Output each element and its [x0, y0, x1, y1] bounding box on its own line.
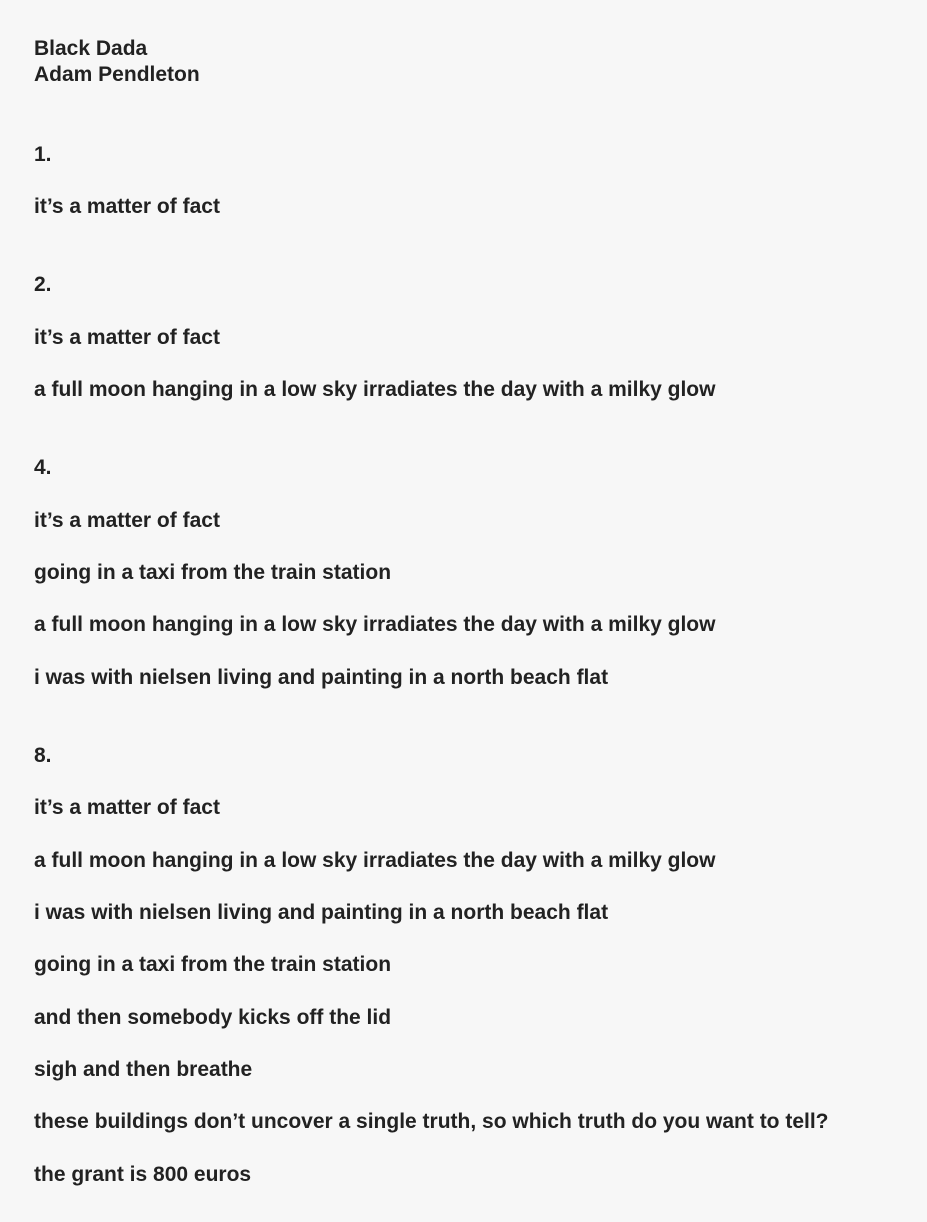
poem-line: going in a taxi from the train station — [34, 560, 392, 584]
poem-line: going in a taxi from the train station — [34, 953, 392, 977]
document-header — [34, 36, 914, 88]
document-author: Adam Pendleton — [34, 63, 200, 86]
poem-line: a full moon hanging in a low sky irradiates the day with a milky glow — [34, 378, 716, 402]
poem-section-1 — [34, 142, 914, 220]
poem-line: it’s a matter of fact — [34, 508, 220, 532]
section-number: 4. — [34, 456, 52, 480]
section-number: 8. — [34, 743, 52, 767]
document-title: Black Dada — [34, 37, 148, 60]
section-number: 2. — [34, 273, 52, 297]
poem-section-8 — [34, 743, 914, 1188]
poem-line: i was with nielsen living and painting in a north beach flat — [34, 665, 609, 689]
poem-line: it’s a matter of fact — [34, 325, 220, 349]
poem-section-2 — [34, 272, 914, 403]
poem-section-4 — [34, 455, 914, 691]
document-page — [34, 36, 914, 1188]
poem-line: and then somebody kicks off the lid — [34, 1005, 392, 1029]
poem-line: it’s a matter of fact — [34, 195, 220, 219]
poem-line: sigh and then breathe — [34, 1058, 253, 1082]
section-number: 1. — [34, 143, 52, 166]
poem-line: the grant is 800 euros — [34, 1162, 252, 1186]
poem-line: it’s a matter of fact — [34, 796, 220, 820]
poem-line: a full moon hanging in a low sky irradiates the day with a milky glow — [34, 613, 716, 637]
poem-line: a full moon hanging in a low sky irradiates the day with a milky glow — [34, 848, 716, 872]
poem-line: i was with nielsen living and painting in a north beach flat — [34, 900, 609, 924]
poem-line: these buildings don’t uncover a single truth, so which truth do you want to tell? — [34, 1110, 829, 1134]
